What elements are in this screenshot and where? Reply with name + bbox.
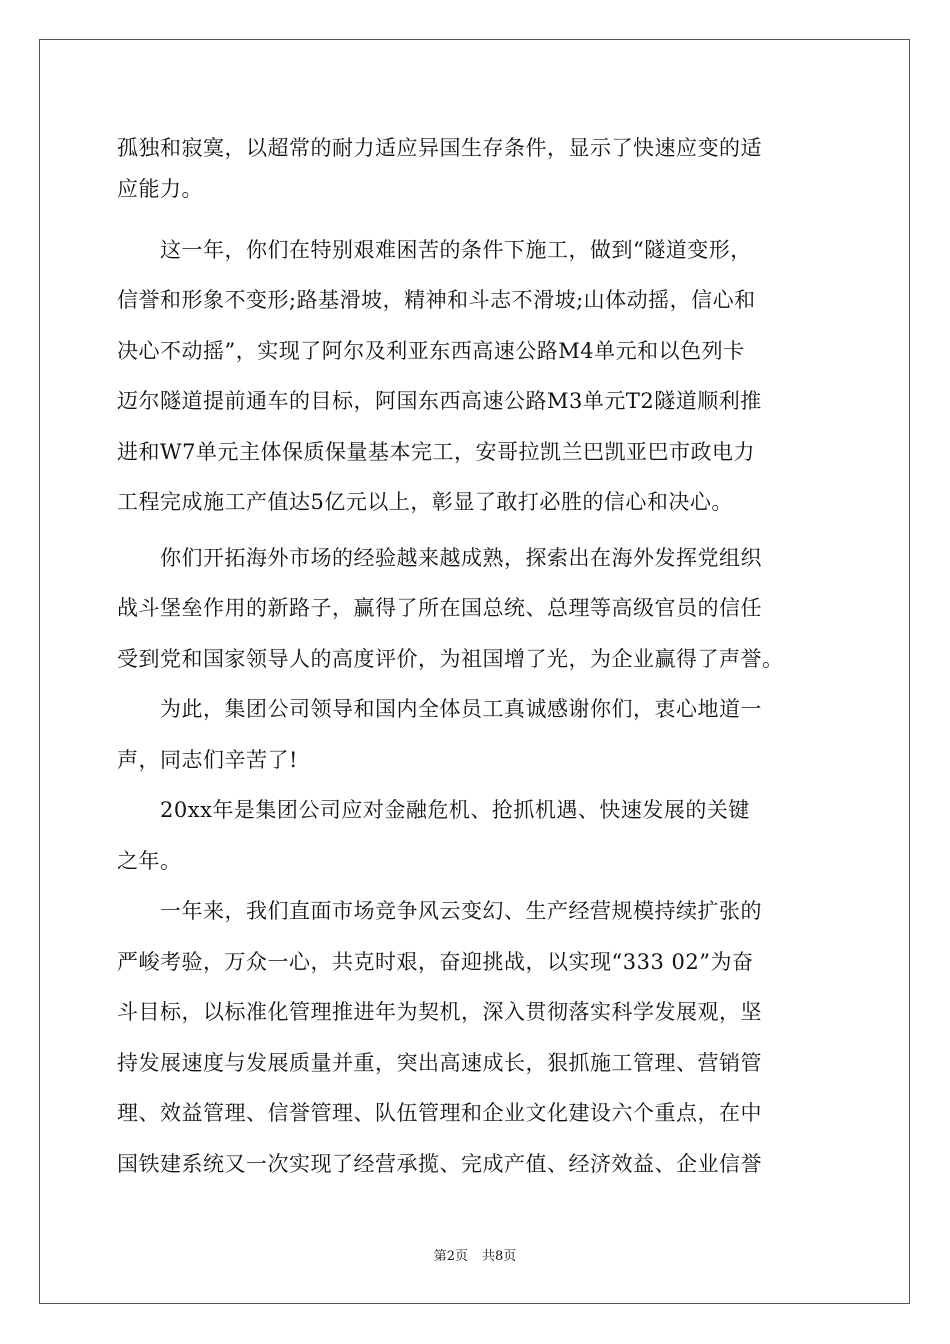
text-line: 工程完成施工产值达5亿元以上，彰显了敢打必胜的信心和决心。: [117, 490, 733, 514]
text-line: 这一年，你们在特别艰难困苦的条件下施工，做到“隧道变形，: [117, 238, 752, 262]
text-line: 进和W7单元主体保质保量基本完工，安哥拉凯兰巴凯亚巴市政电力: [117, 440, 755, 464]
text-line: 决心不动摇”，实现了阿尔及利亚东西高速公路M4单元和以色列卡: [117, 339, 745, 363]
text-line: 斗目标，以标准化管理推进年为契机，深入贯彻落实科学发展观，坚: [117, 1000, 762, 1024]
text-line: 迈尔隧道提前通车的目标，阿国东西高速公路M3单元T2隧道顺利推: [117, 389, 762, 413]
text-line: 持发展速度与发展质量并重，突出高速成长，狠抓施工管理、营销管: [117, 1051, 762, 1075]
text-line: 声，同志们辛苦了!: [117, 748, 298, 772]
text-line: 国铁建系统又一次实现了经营承揽、完成产值、经济效益、企业信誉: [117, 1152, 762, 1176]
text-line: 受到党和国家领导人的高度评价，为祖国增了光，为企业赢得了声誉。: [117, 647, 784, 671]
text-line: 理、效益管理、信誉管理、队伍管理和企业文化建设六个重点，在中: [117, 1101, 762, 1125]
text-line: 为此，集团公司领导和国内全体员工真诚感谢你们，衷心地道一: [117, 697, 762, 721]
text-line: 严峻考验，万众一心，共克时艰，奋迎挑战，以实现“333 02”为奋: [117, 950, 754, 974]
text-line: 你们开拓海外市场的经验越来越成熟，探索出在海外发挥党组织: [117, 546, 762, 570]
text-line: 信誉和形象不变形;路基滑坡，精神和斗志不滑坡;山体动摇，信心和: [117, 288, 756, 312]
text-line: 之年。: [117, 849, 182, 873]
page-number: 第2页: [433, 1249, 468, 1264]
text-line: 战斗堡垒作用的新路子，赢得了所在国总统、总理等高级官员的信任: [117, 596, 762, 620]
page-footer: [0, 1248, 950, 1266]
text-line: 20xx年是集团公司应对金融危机、抢抓机遇、快速发展的关键: [117, 798, 750, 822]
page-total: 共8页: [482, 1249, 517, 1264]
text-line: 孤独和寂寞，以超常的耐力适应异国生存条件，显示了快速应变的适: [117, 136, 762, 160]
text-line: 一年来，我们直面市场竞争风云变幻、生产经营规模持续扩张的: [117, 899, 762, 923]
text-line: 应能力。: [117, 177, 203, 201]
